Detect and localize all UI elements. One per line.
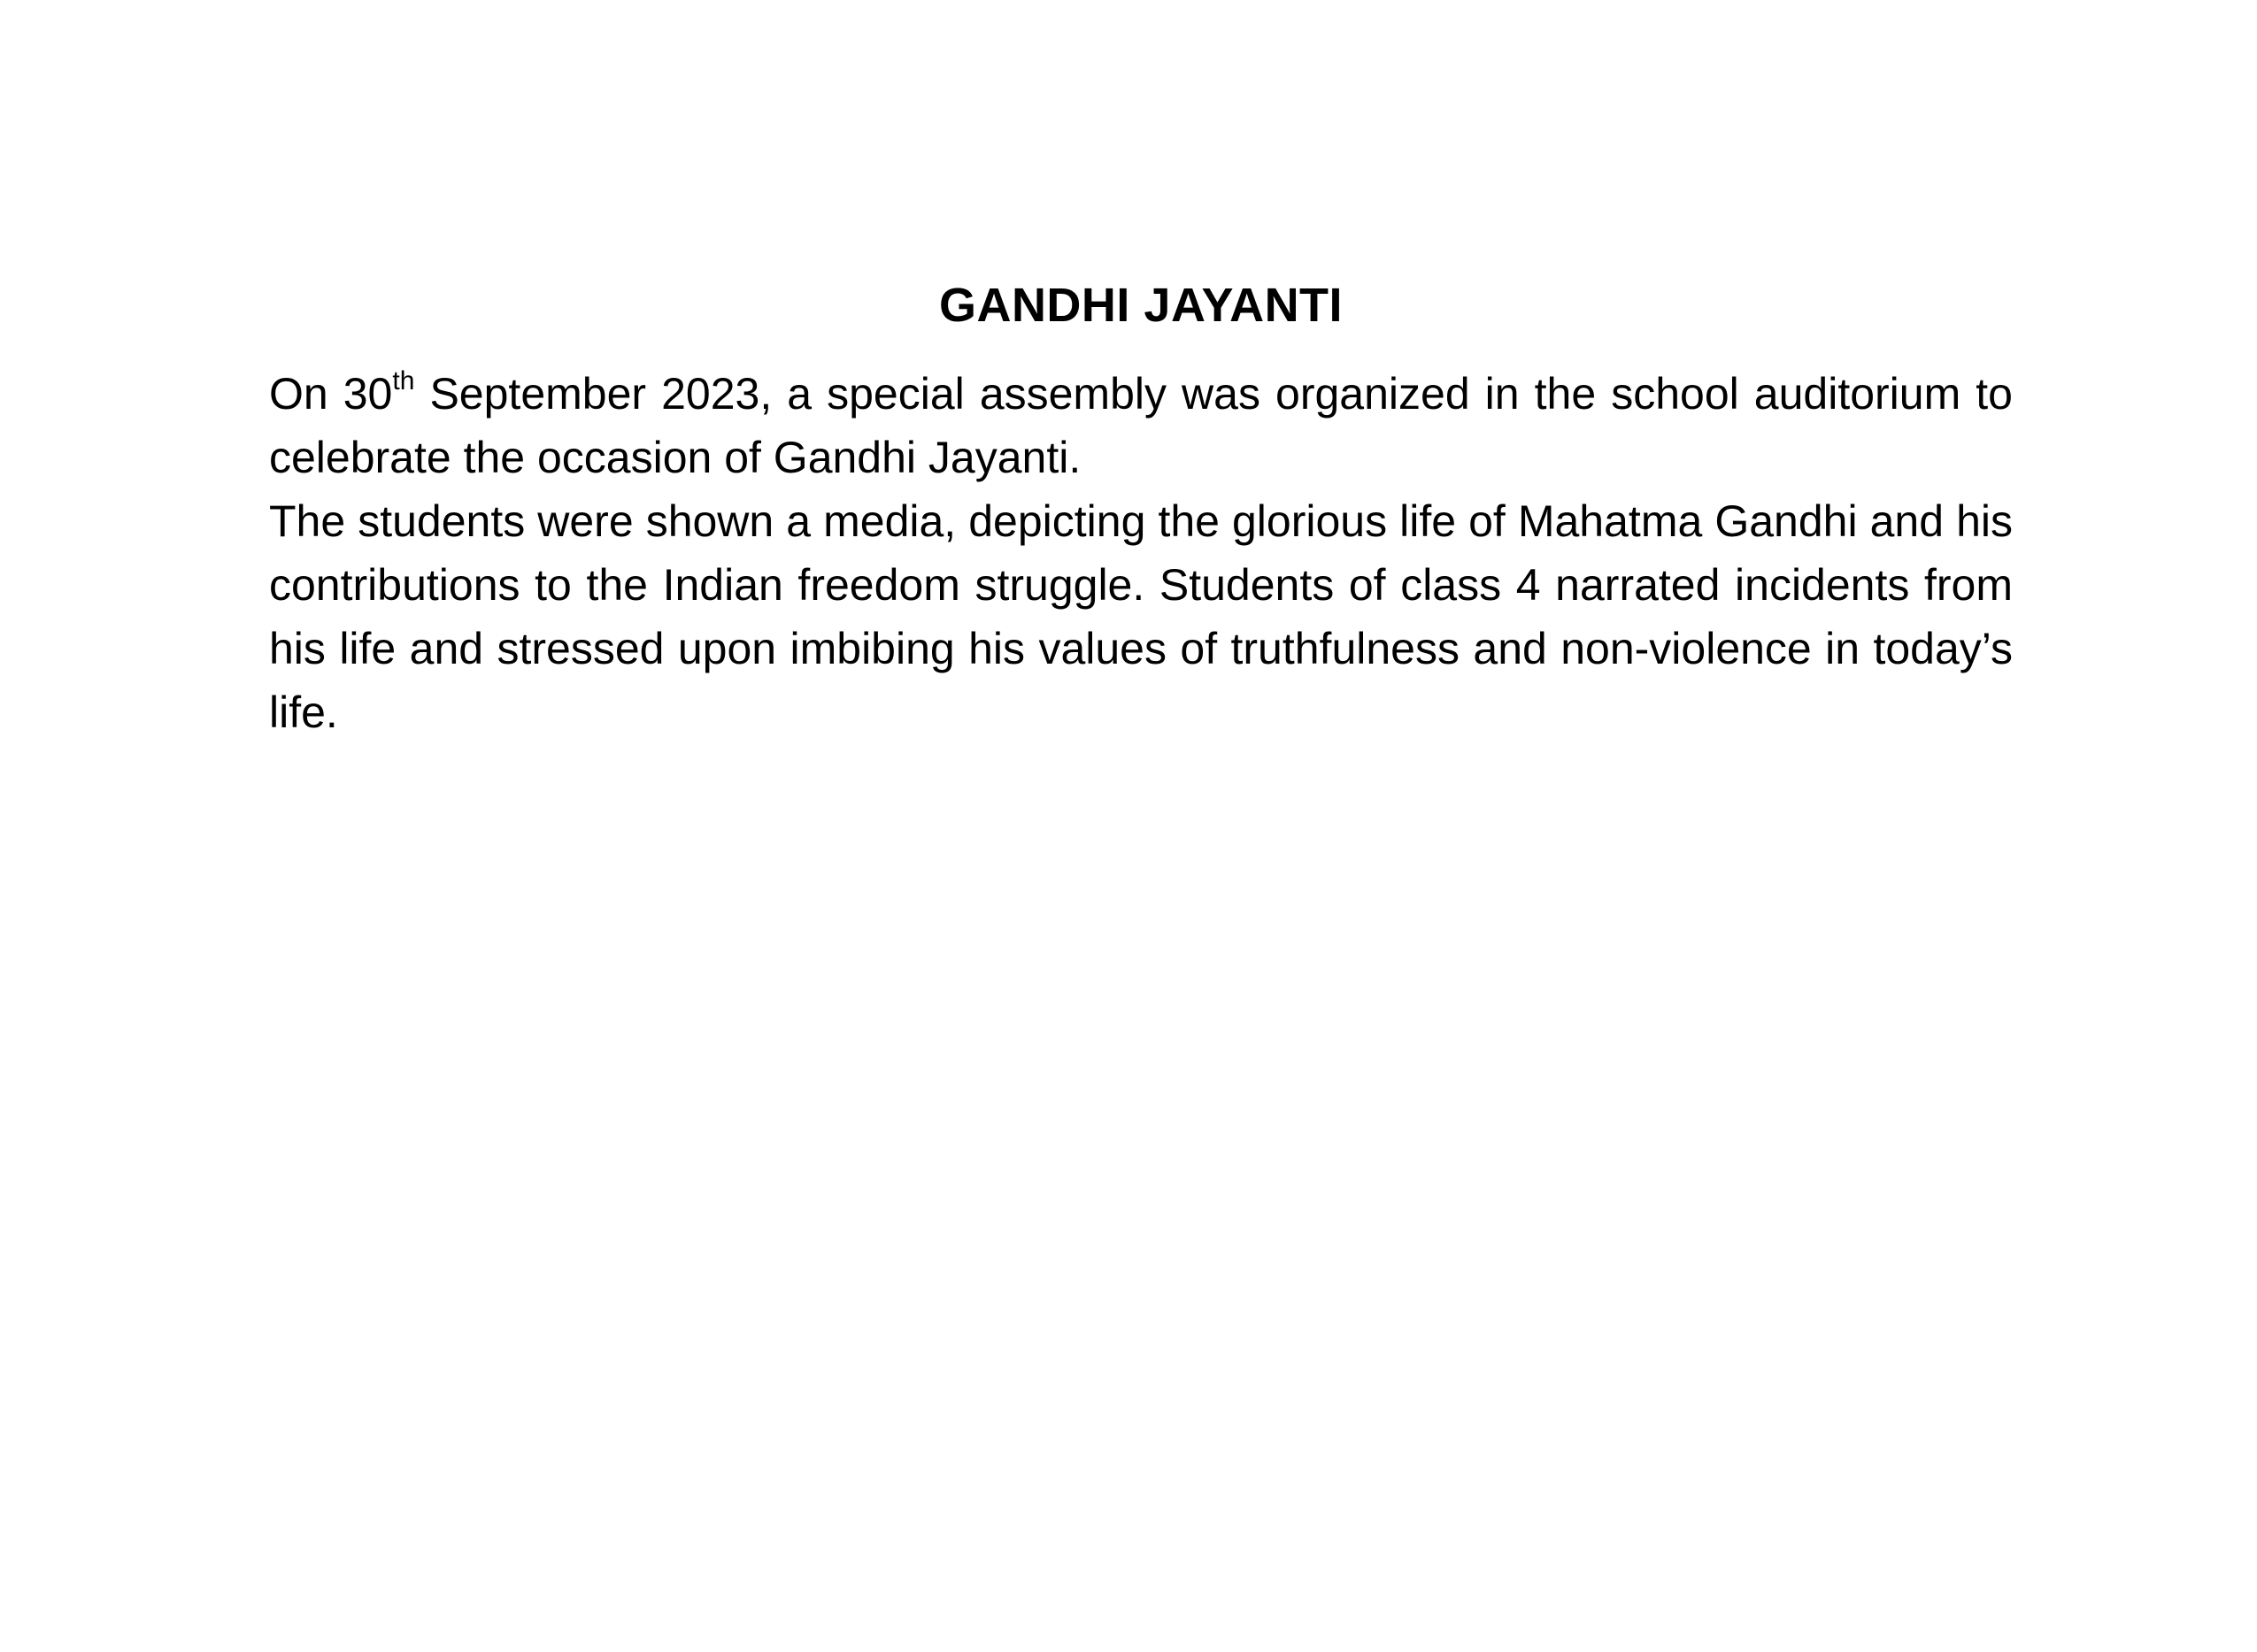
ordinal-superscript: th bbox=[392, 366, 415, 396]
paragraph-intro bbox=[269, 362, 2013, 489]
paragraph-intro-date: On 30 bbox=[269, 369, 393, 419]
document-body bbox=[269, 270, 2013, 744]
paragraph-details: The students were shown a media, depicting the glorious life of Mahatma Gandhi and his contributions to the Indian freedom struggle. Students of class 4 narrated incidents from his life and stressed upon imbibing his values of truthfulness and non-violence in today’s life. bbox=[269, 496, 2013, 737]
paragraph-intro-text: September 2023, a special assembly was organized in the school auditorium to celebrate the occasion of Gandhi Jayanti. bbox=[269, 369, 2013, 482]
page-title: GANDHI JAYANTI bbox=[938, 279, 1344, 332]
